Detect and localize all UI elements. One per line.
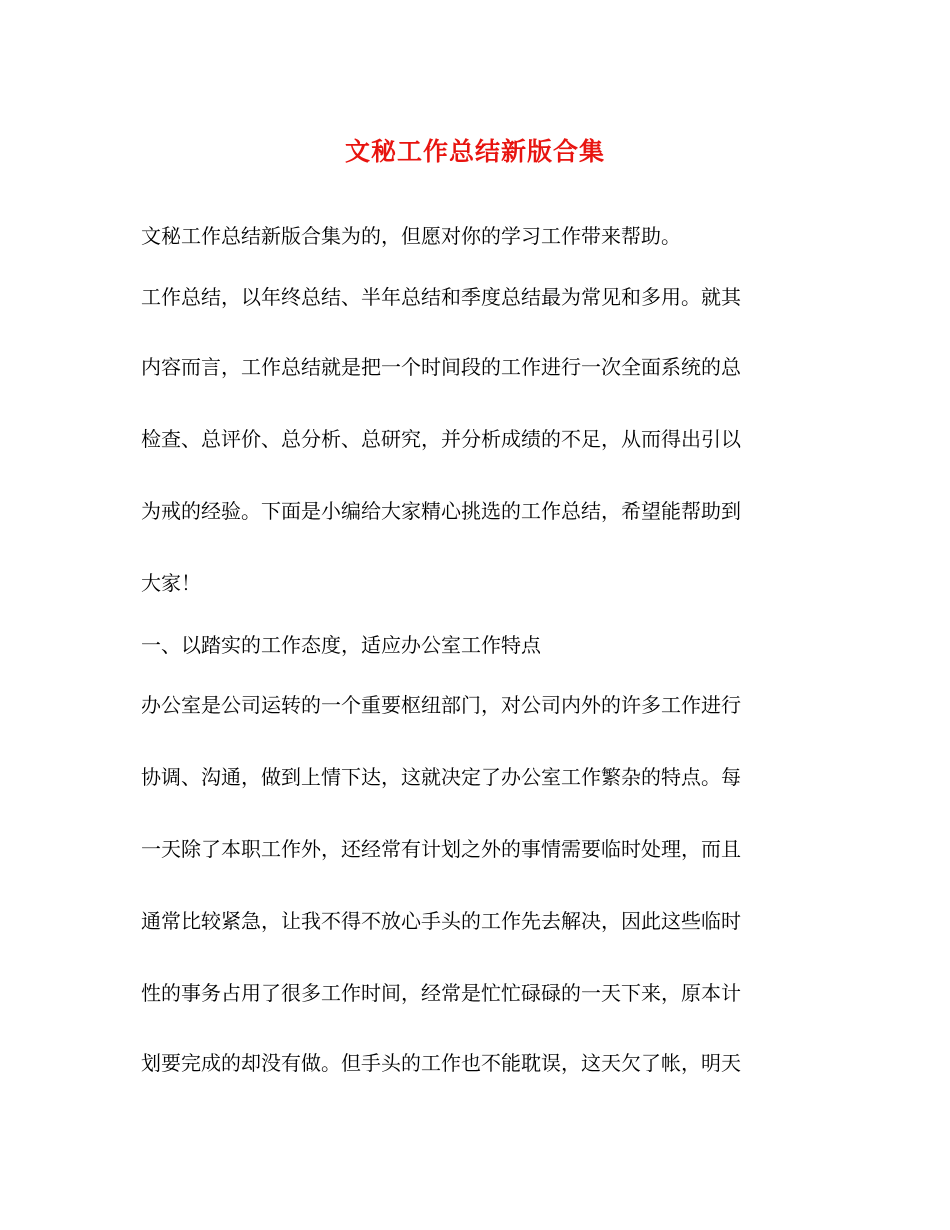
paragraph-line: 内容而言，工作总结就是把一个时间段的工作进行一次全面系统的总: [141, 355, 741, 379]
paragraph-line: 通常比较紧急，让我不得不放心手头的工作先去解决，因此这些临时: [141, 909, 741, 933]
paragraph-line: 划要完成的却没有做。但手头的工作也不能耽误，这天欠了帐，明天: [141, 1051, 741, 1075]
paragraph-line: 为戒的经验。下面是小编给大家精心挑选的工作总结，希望能帮助到: [141, 499, 741, 523]
paragraph-line: 检查、总评价、总分析、总研究，并分析成绩的不足，从而得出引以: [141, 427, 741, 451]
document-title: 文秘工作总结新版合集: [344, 137, 605, 166]
paragraph-line: 协调、沟通，做到上情下达，这就决定了办公室工作繁杂的特点。每: [141, 765, 741, 789]
paragraph-line: 办公室是公司运转的一个重要枢纽部门，对公司内外的许多工作进行: [141, 693, 741, 717]
section-heading: 一、以踏实的工作态度，适应办公室工作特点: [141, 633, 541, 657]
paragraph-line: 工作总结，以年终总结、半年总结和季度总结最为常见和多用。就其: [141, 285, 741, 309]
intro-line: 文秘工作总结新版合集为的，但愿对你的学习工作带来帮助。: [141, 224, 681, 248]
paragraph-line: 性的事务占用了很多工作时间，经常是忙忙碌碌的一天下来，原本计: [141, 981, 741, 1005]
paragraph-line: 一天除了本职工作外，还经常有计划之外的事情需要临时处理，而且: [141, 837, 741, 861]
paragraph-line: 大家！: [141, 571, 201, 595]
